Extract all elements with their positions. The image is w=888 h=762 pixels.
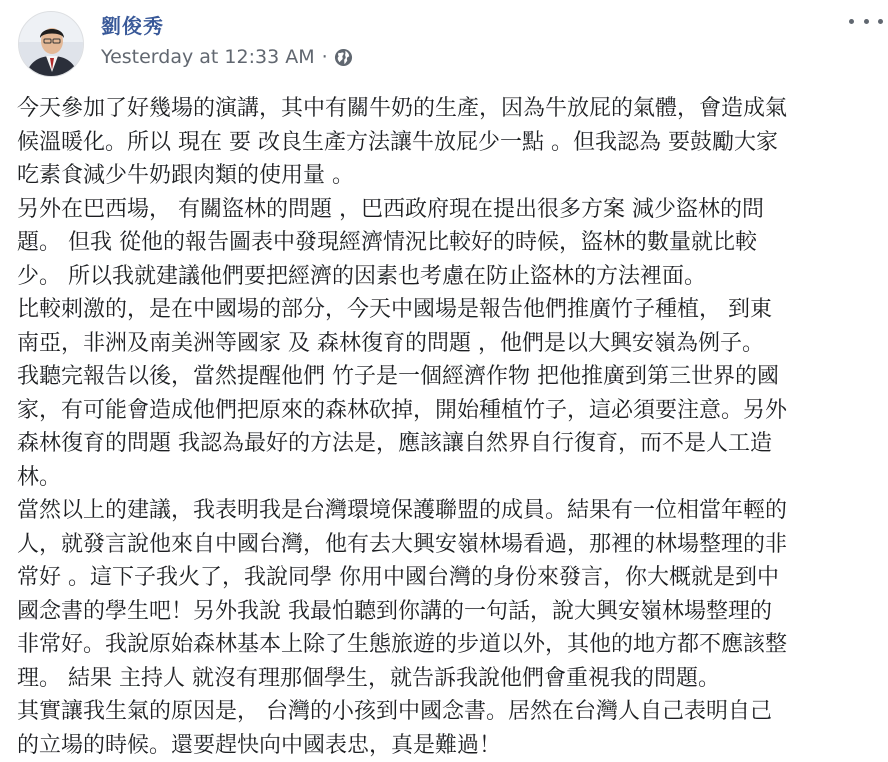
avatar[interactable] xyxy=(18,11,84,77)
post-line: 我聽完報告以後，當然提醒他們 竹子是一個經濟作物 把他推廣到第三世界的國 xyxy=(17,360,879,394)
more-dot xyxy=(864,19,869,24)
post-header xyxy=(0,0,888,90)
post-line: 人，就發言說他來自中國台灣，他有去大興安嶺林場看過，那裡的林場整理的非 xyxy=(17,528,879,562)
post-line: 吃素食減少牛奶跟肉類的使用量 。 xyxy=(17,159,879,193)
post-line: 候溫暖化。所以 現在 要 改良生產方法讓牛放屁少一點 。但我認為 要鼓勵大家 xyxy=(17,126,879,160)
profile-photo xyxy=(19,12,84,77)
post-line: 少。 所以我就建議他們要把經濟的因素也考慮在防止盜林的方法裡面。 xyxy=(17,260,879,294)
post-line: 題。 但我 從他的報告圖表中發現經濟情況比較好的時候，盜林的數量就比較 xyxy=(17,226,879,260)
post-meta xyxy=(101,46,353,68)
post-line: 今天參加了好幾場的演講，其中有關牛奶的生產，因為牛放屁的氣體，會造成氣 xyxy=(17,92,879,126)
more-dot xyxy=(878,19,883,24)
post-body xyxy=(17,92,879,762)
more-options-icon[interactable] xyxy=(849,12,883,30)
post-line: 比較刺激的，是在中國場的部分，今天中國場是報告他們推廣竹子種植， 到東 xyxy=(17,293,879,327)
post-line: 另外在巴西場， 有關盜林的問題 ，巴西政府現在提出很多方案 減少盜林的問 xyxy=(17,193,879,227)
post-line: 林。 xyxy=(17,461,879,495)
author-name[interactable]: 劉俊秀 xyxy=(101,10,164,39)
post-line: 其實讓我生氣的原因是， 台灣的小孩到中國念書。居然在台灣人自己表明自己 xyxy=(17,695,879,729)
meta-separator: · xyxy=(322,46,328,68)
post-line: 的立場的時候。還要趕快向中國表忠，真是難過！ xyxy=(17,729,879,762)
more-dot xyxy=(849,19,854,24)
post-line: 國念書的學生吧！另外我說 我最怕聽到你講的一句話，說大興安嶺林場整理的 xyxy=(17,595,879,629)
post-line: 家，有可能會造成他們把原來的森林砍掉，開始種植竹子，這必須要注意。另外 xyxy=(17,394,879,428)
post-line: 非常好。我說原始森林基本上除了生態旅遊的步道以外，其他的地方都不應該整 xyxy=(17,628,879,662)
post-line: 常好 。這下子我火了，我說同學 你用中國台灣的身份來發言，你大概就是到中 xyxy=(17,561,879,595)
globe-icon[interactable] xyxy=(334,48,353,67)
post-line: 南亞，非洲及南美洲等國家 及 森林復育的問題 ，他們是以大興安嶺為例子。 xyxy=(17,327,879,361)
post-timestamp[interactable]: Yesterday at 12:33 AM xyxy=(101,46,315,68)
post-line: 森林復育的問題 我認為最好的方法是，應該讓自然界自行復育，而不是人工造 xyxy=(17,427,879,461)
post-line: 當然以上的建議，我表明我是台灣環境保護聯盟的成員。結果有一位相當年輕的 xyxy=(17,494,879,528)
post-line: 理。 結果 主持人 就沒有理那個學生，就告訴我說他們會重視我的問題。 xyxy=(17,662,879,696)
